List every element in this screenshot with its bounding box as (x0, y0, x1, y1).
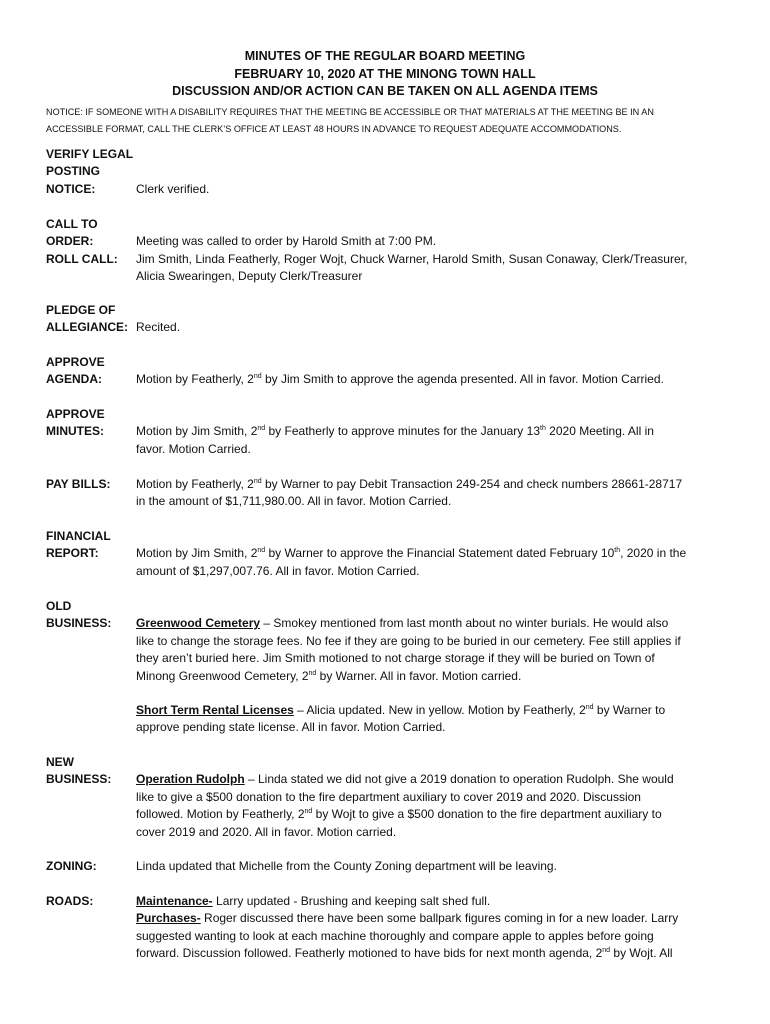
accessibility-notice (46, 104, 726, 138)
section-label: VERIFY LEGAL POSTING NOTICE: (46, 147, 134, 196)
operation-rudolph-heading: Operation Rudolph (136, 772, 245, 787)
section-body: Motion by Featherly, 2nd by Jim Smith to approve the agenda presented. All in favor. Motion Carried. (136, 372, 664, 387)
section-label: FINANCIAL REPORT: (46, 529, 111, 561)
section-label: ZONING: (46, 859, 97, 873)
maintenance-heading: Maintenance- (136, 894, 213, 908)
title-line-3: DISCUSSION AND/OR ACTION CAN BE TAKEN ON ALL AGENDA ITEMS (172, 84, 598, 98)
section-body: Recited. (136, 320, 181, 335)
section-label: OLD BUSINESS: (46, 599, 112, 631)
greenwood-cemetery-heading: Greenwood Cemetery (136, 616, 261, 631)
section-body: Linda updated that Michelle from the County Zoning department will be leaving. (136, 859, 557, 873)
section-label: NEW BUSINESS: (46, 755, 112, 787)
purchases-heading: Purchases- (136, 911, 201, 926)
section-label: APPROVE AGENDA: (46, 355, 105, 387)
section-label: APPROVE MINUTES: (46, 407, 105, 439)
section-body: Operation Rudolph – Linda stated we did not give a 2019 donation to operation Rudolph. She would like to give a $500 donation to the fire department auxiliary to cover 2019 and 2020. Discussion followed. Motion by Featherly, 2nd by Wojt to give a $500 donation to the fire department auxiliary to cover 2019 and 2020. All in favor. Motion carried. (136, 772, 674, 839)
short-term-rental-heading: Short Term Rental Licenses (136, 703, 294, 718)
section-body: Motion by Jim Smith, 2nd by Featherly to approve minutes for the January 13th 2020 Meeting. All in favor. Motion Carried. (136, 424, 654, 456)
section-label: CALL TO ORDER: ROLL CALL: (46, 217, 118, 266)
section-body: Motion by Jim Smith, 2nd by Warner to approve the Financial Statement dated February 10th, 2020 in the amount of $1,297,007.76. All in favor. Motion Carried. (136, 546, 687, 578)
section-body: Motion by Featherly, 2nd by Warner to pay Debit Transaction 249-254 and check numbers 28661-28717 in the amount of $1,711,980.00. All in favor. Motion Carried. (136, 477, 683, 509)
notice-line-2: ACCESSIBLE FORMAT, CALL THE CLERK’S OFFICE AT LEAST 48 HOURS IN ADVANCE TO REQUEST ADEQUATE ACCOMMODATIONS. (46, 124, 622, 134)
section-label: PLEDGE OF ALLEGIANCE: (46, 303, 128, 335)
section-body: Maintenance- Larry updated - Brushing and keeping salt shed full. Purchases- Roger discussed there have been some ballpark figures coming in for a new loader. Larry suggested wanting to look at each machine thoroughly and compare apple to apples before going forward. Discussion followed. Featherly motioned to have bids for next month agenda, 2nd by Wojt. All (136, 894, 679, 961)
title-line-2: FEBRUARY 10, 2020 AT THE MINONG TOWN HALL (234, 66, 536, 81)
document-header (0, 48, 770, 101)
section-label: PAY BILLS: (46, 477, 111, 491)
section-body: Meeting was called to order by Harold Smith at 7:00 PM. Jim Smith, Linda Featherly, Roger Wojt, Chuck Warner, Harold Smith, Susan Conaway, Clerk/Treasurer, Alicia Swearingen, Deputy Clerk/Treasurer (136, 234, 688, 284)
section-label: ROADS: (46, 894, 94, 908)
title-line-1: MINUTES OF THE REGULAR BOARD MEETING (244, 49, 526, 63)
section-body: Greenwood Cemetery – Smokey mentioned from last month about no winter burials. He would also like to change the storage fees. No fee if they are going to be buried in our cemetery. Fee still applies if they aren’t buried here. Jim Smith motioned to not charge storage if they will be buried on Town of Minong Greenwood Cemetery, 2nd by Warner. All in favor. Motion carried. Short Term Rental Licenses – Alicia updated. New in yellow. Motion by Featherly, 2nd by Warner to approve pending state license. All in favor. Motion Carried. (136, 616, 681, 735)
section-body: Clerk verified. (136, 181, 210, 196)
notice-line-1: NOTICE: IF SOMEONE WITH A DISABILITY REQUIRES THAT THE MEETING BE ACCESSIBLE OR THAT MATERIALS AT THE MEETING BE IN AN (46, 107, 654, 117)
